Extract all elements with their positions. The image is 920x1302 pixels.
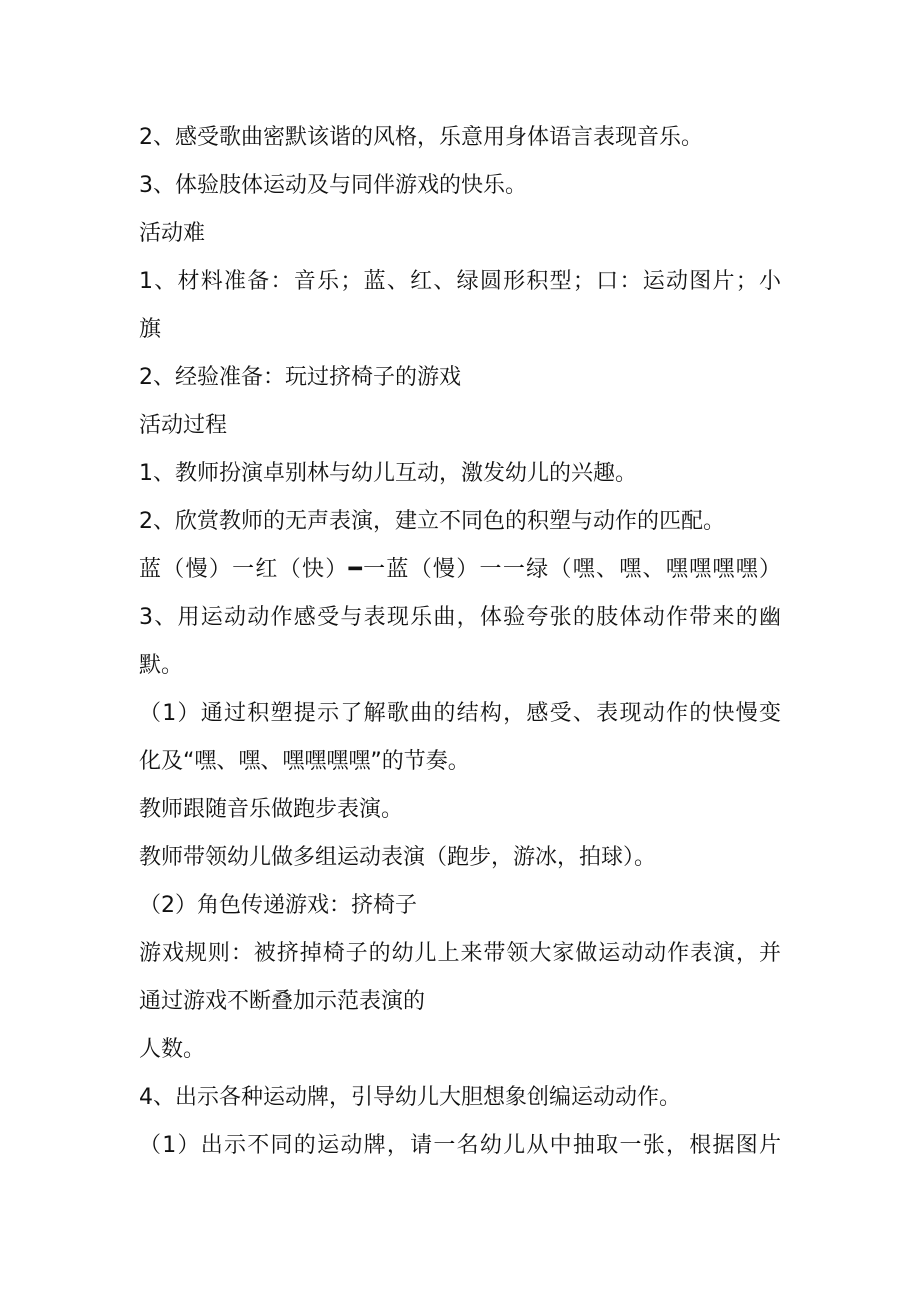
teacher-group-performance: 教师带领幼儿做多组运动表演（跑步，游冰，拍球）。 xyxy=(139,845,657,870)
process-step-4: 4、出示各种运动牌，引导幼儿大胆想象创编运动动作。 xyxy=(139,1085,681,1110)
objective-3: 3、体验肢体运动及与同伴游戏的快乐。 xyxy=(139,173,527,198)
process-step-3-continued: 默。 xyxy=(139,653,184,678)
teacher-running-performance: 教师跟随音乐做跑步表演。 xyxy=(139,797,404,822)
substep-3-1-continued: 化及“嘿、嘿、嘿嘿嘿嘿”的节奏。 xyxy=(139,749,470,774)
section-heading-difficulty: 活动难 xyxy=(139,221,206,246)
substep-4-1: （1）出示不同的运动牌，请一名幼儿从中抽取一张，根据图片 xyxy=(139,1133,781,1158)
game-rules-end: 人数。 xyxy=(139,1037,206,1062)
objective-2: 2、感受歌曲密默该谐的风格，乐意用身体语言表现音乐。 xyxy=(139,125,703,150)
game-rules: 游戏规则：被挤掉椅子的幼儿上来带领大家做运动动作表演，并 xyxy=(139,941,781,966)
process-step-1: 1、教师扮演卓别林与幼儿互动，激发幼儿的兴趣。 xyxy=(139,461,637,486)
preparation-2: 2、经验准备：玩过挤椅子的游戏 xyxy=(139,365,461,390)
substep-3-1: （1）通过积塑提示了解歌曲的结构，感受、表现动作的快慢变 xyxy=(139,701,781,726)
process-step-3: 3、用运动动作感受与表现乐曲，体验夸张的肢体动作带来的幽 xyxy=(139,605,781,630)
color-sequence: 蓝（慢）一红（快）━一蓝（慢）一一绿（嘿、嘿、嘿嘿嘿嘿） xyxy=(139,557,781,582)
preparation-1-continued: 旗 xyxy=(139,317,162,342)
game-rules-continued: 通过游戏不断叠加示范表演的 xyxy=(139,989,426,1014)
process-step-2: 2、欣赏教师的无声表演，建立不同色的积塑与动作的匹配。 xyxy=(139,509,725,534)
substep-3-2: （2）角色传递游戏：挤椅子 xyxy=(139,893,417,918)
preparation-1: 1、材料准备：音乐；蓝、红、绿圆形积型；口：运动图片；小 xyxy=(139,269,781,294)
section-heading-process: 活动过程 xyxy=(139,413,228,438)
